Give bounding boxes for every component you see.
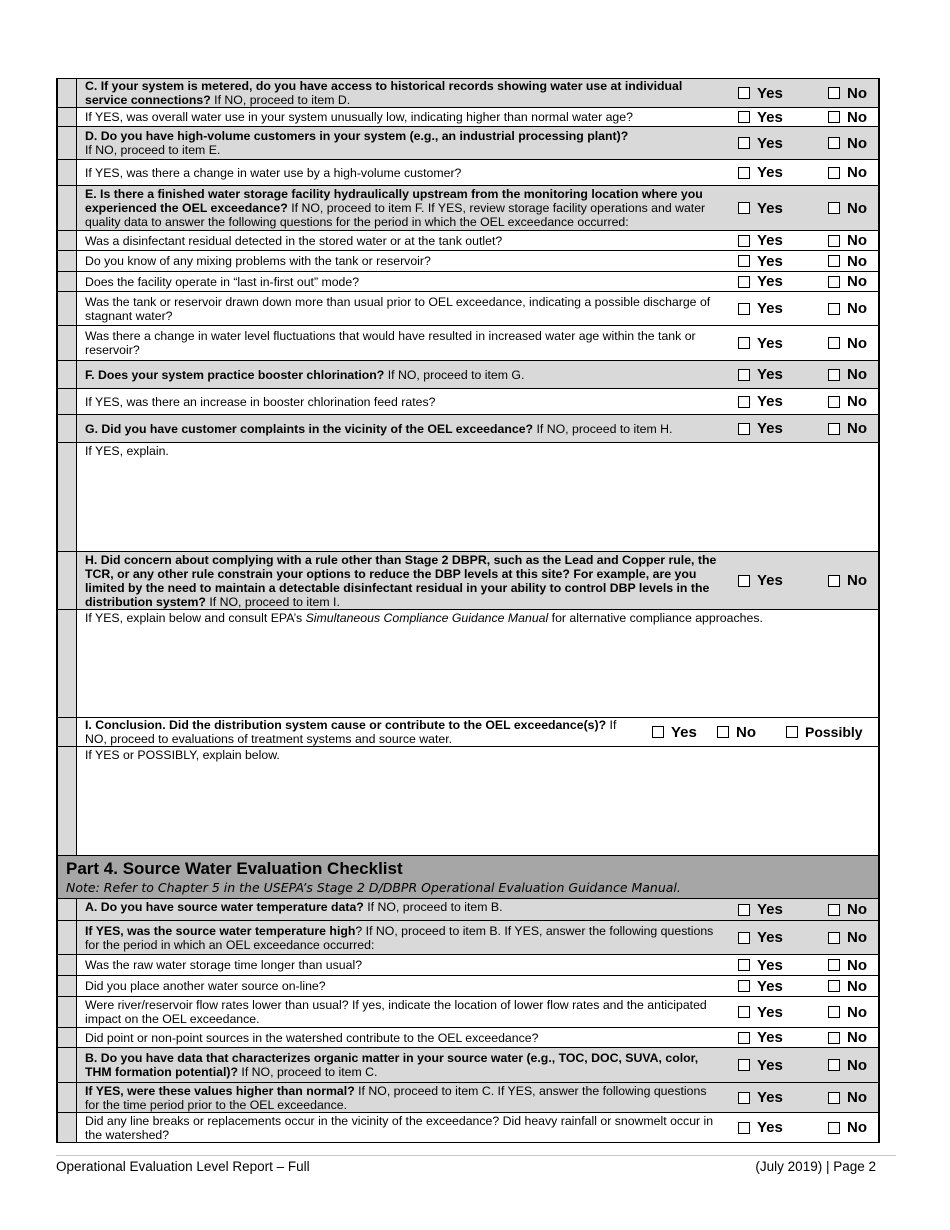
item-i-explain-row: [56, 747, 880, 856]
item-e-q1-no-checkbox[interactable]: No: [828, 232, 867, 249]
part4-item-a-q4-question: Did point or non-point sources in the watershed contribute to the OEL exceedance?: [85, 1030, 539, 1045]
part4-item-a-followup-question: If YES, was the source water temperature high? If NO, proceed to item B. If YES, answer the following questions for the period in which an OEL exceedance occurred:: [85, 923, 714, 952]
part4-item-a-q3-no-checkbox[interactable]: No: [828, 1004, 867, 1021]
item-d-no-checkbox[interactable]: No: [828, 135, 867, 152]
item-e-yes-checkbox[interactable]: Yes: [738, 200, 783, 217]
part4-item-a-q2-no-checkbox[interactable]: No: [828, 978, 867, 995]
item-f-row: [56, 361, 880, 389]
item-d-yes-checkbox[interactable]: Yes: [738, 135, 783, 152]
item-e-question: E. Is there a finished water storage facility hydraulically upstream from the monitoring location where you experienced the OEL exceedance? If NO, proceed to item F. If YES, review storage facility operations and water quality data to answer the following questions for the period in which the OEL exceedance occurred:: [85, 187, 706, 229]
item-e-q4-yes-checkbox[interactable]: Yes: [738, 300, 783, 317]
item-d-followup-yes-checkbox[interactable]: Yes: [738, 164, 783, 181]
item-f-followup-question: If YES, was there an increase in booster chlorination feed rates?: [85, 394, 436, 409]
item-f-followup-yes-checkbox[interactable]: Yes: [738, 393, 783, 410]
part4-item-a-yes-checkbox[interactable]: Yes: [738, 901, 783, 918]
part4-item-b-q1-yes-checkbox[interactable]: Yes: [738, 1119, 783, 1136]
item-c-followup-row: [56, 108, 880, 127]
item-e-q4-row: [56, 292, 880, 326]
item-i-possibly-checkbox[interactable]: Possibly: [786, 724, 863, 740]
item-e-row: [56, 186, 880, 231]
part4-item-b-followup-question: If YES, were these values higher than normal? If NO, proceed to item C. If YES, answer the following questions for the time period prior to the OEL exceedance.: [85, 1083, 707, 1112]
item-e-q3-row: [56, 272, 880, 292]
item-d-followup-question: If YES, was there a change in water use by a high-volume customer?: [85, 165, 462, 180]
item-c-yes-checkbox[interactable]: Yes: [738, 85, 783, 102]
item-d-question: D. Do you have high-volume customers in your system (e.g., an industrial processing plant)? If NO, proceed to item E.: [85, 129, 629, 157]
part4-item-a-q2-yes-checkbox[interactable]: Yes: [738, 978, 783, 995]
part4-item-a-q3-yes-checkbox[interactable]: Yes: [738, 1004, 783, 1021]
item-e-q5-question: Was there a change in water level fluctuations that would have resulted in increased water age within the tank or reservoir?: [85, 329, 696, 357]
item-g-explain-field[interactable]: If YES, explain.: [85, 444, 169, 458]
item-e-q3-no-checkbox[interactable]: No: [828, 273, 867, 290]
item-c-followup-yes-checkbox[interactable]: Yes: [738, 109, 783, 126]
item-e-q1-yes-checkbox[interactable]: Yes: [738, 232, 783, 249]
item-e-q5-yes-checkbox[interactable]: Yes: [738, 335, 783, 352]
item-g-yes-checkbox[interactable]: Yes: [738, 420, 783, 437]
part4-item-b-no-checkbox[interactable]: No: [828, 1057, 867, 1074]
item-g-row: [56, 415, 880, 443]
item-e-q2-question: Do you know of any mixing problems with the tank or reservoir?: [85, 254, 431, 268]
item-h-yes-checkbox[interactable]: Yes: [738, 572, 783, 589]
item-i-question: I. Conclusion. Did the distribution system cause or contribute to the OEL exceedance(s)? If NO, proceed to evaluations of treatment systems and source water.: [85, 718, 617, 746]
part4-item-a-followup-yes-checkbox[interactable]: Yes: [738, 929, 783, 946]
part4-item-a-q3-row: [56, 997, 880, 1028]
item-f-question: F. Does your system practice booster chlorination? If NO, proceed to item G.: [85, 367, 525, 382]
part4-item-a-q1-no-checkbox[interactable]: No: [828, 957, 867, 974]
item-c-row: [56, 79, 880, 108]
item-e-q2-no-checkbox[interactable]: No: [828, 253, 867, 270]
footer-page-number: (July 2019) | Page 2: [755, 1159, 876, 1174]
item-f-followup-row: [56, 389, 880, 415]
item-f-followup-no-checkbox[interactable]: No: [828, 393, 867, 410]
part4-title: Part 4. Source Water Evaluation Checklist: [66, 859, 403, 878]
item-d-followup-row: [56, 160, 880, 186]
footer-title: Operational Evaluation Level Report – Full: [56, 1159, 310, 1174]
part4-item-a-followup-no-checkbox[interactable]: No: [828, 929, 867, 946]
item-e-q3-yes-checkbox[interactable]: Yes: [738, 273, 783, 290]
part4-header: [56, 856, 880, 899]
item-f-no-checkbox[interactable]: No: [828, 366, 867, 383]
item-e-q5-no-checkbox[interactable]: No: [828, 335, 867, 352]
part4-item-a-q4-yes-checkbox[interactable]: Yes: [738, 1029, 783, 1046]
item-e-q3-question: Does the facility operate in “last in-first out” mode?: [85, 274, 360, 289]
part4-item-b-followup-row: [56, 1083, 880, 1113]
item-g-explain-row: [56, 443, 880, 552]
page-footer: [56, 1155, 896, 1174]
item-e-q1-row: [56, 231, 880, 251]
item-h-question: H. Did concern about complying with a rule other than Stage 2 DBPR, such as the Lead and Copper rule, the TCR, or any other rule constrain your options to reduce the DBP levels at this site? For example, are you limited by the need to maintain a detectable disinfectant residual in your ability to control DBP levels in the distribution system? If NO, proceed to item I.: [85, 552, 717, 609]
item-e-q2-row: [56, 251, 880, 272]
item-h-explain-field[interactable]: If YES, explain below and consult EPA’s Simultaneous Compliance Guidance Manual for alternative compliance approaches.: [85, 611, 763, 625]
item-h-row: [56, 552, 880, 610]
item-g-no-checkbox[interactable]: No: [828, 420, 867, 437]
item-c-followup-question: If YES, was overall water use in your system unusually low, indicating higher than normal water age?: [85, 110, 633, 124]
part4-item-a-q1-question: Was the raw water storage time longer than usual?: [85, 958, 363, 972]
part4-item-b-q1-row: [56, 1113, 880, 1143]
item-e-no-checkbox[interactable]: No: [828, 200, 867, 217]
part4-item-b-yes-checkbox[interactable]: Yes: [738, 1057, 783, 1074]
item-e-q4-no-checkbox[interactable]: No: [828, 300, 867, 317]
item-h-explain-row: [56, 610, 880, 718]
item-e-q1-question: Was a disinfectant residual detected in the stored water or at the tank outlet?: [85, 233, 503, 248]
item-c-question: C. If your system is metered, do you have access to historical records showing water use at individual service connections? If NO, proceed to item D.: [85, 79, 683, 107]
item-f-yes-checkbox[interactable]: Yes: [738, 366, 783, 383]
part4-item-b-followup-yes-checkbox[interactable]: Yes: [738, 1089, 783, 1106]
part4-item-a-followup-row: [56, 921, 880, 955]
item-c-followup-no-checkbox[interactable]: No: [828, 109, 867, 126]
item-g-question: G. Did you have customer complaints in the vicinity of the OEL exceedance? If NO, proceed to item H.: [85, 421, 673, 436]
part4-item-a-q1-row: [56, 955, 880, 976]
item-d-followup-no-checkbox[interactable]: No: [828, 164, 867, 181]
part4-item-a-q2-question: Did you place another water source on-line?: [85, 979, 326, 993]
part4-item-a-no-checkbox[interactable]: No: [828, 901, 867, 918]
part4-item-b-row: [56, 1048, 880, 1083]
part4-item-a-q1-yes-checkbox[interactable]: Yes: [738, 957, 783, 974]
part4-item-a-q4-row: [56, 1028, 880, 1048]
part4-item-b-q1-no-checkbox[interactable]: No: [828, 1119, 867, 1136]
part4-note: Note: Refer to Chapter 5 in the USEPA’s Stage 2 D/DBPR Operational Evaluation Guidance Manual.: [66, 880, 681, 895]
item-i-no-checkbox[interactable]: No: [717, 724, 756, 741]
item-h-no-checkbox[interactable]: No: [828, 572, 867, 589]
part4-item-a-question: A. Do you have source water temperature data? If NO, proceed to item B.: [85, 900, 503, 914]
item-i-yes-checkbox[interactable]: Yes: [652, 724, 697, 741]
part4-item-a-q2-row: [56, 976, 880, 997]
item-i-row: [56, 718, 880, 747]
part4-item-b-followup-no-checkbox[interactable]: No: [828, 1089, 867, 1106]
part4-item-a-q4-no-checkbox[interactable]: No: [828, 1029, 867, 1046]
item-d-row: [56, 127, 880, 160]
part4-item-a-q3-question: Were river/reservoir flow rates lower than usual? If yes, indicate the location of lower flow rates and the anticipated impact on the OEL exceedance.: [85, 998, 707, 1026]
item-e-q2-yes-checkbox[interactable]: Yes: [738, 253, 783, 270]
item-i-explain-field[interactable]: If YES or POSSIBLY, explain below.: [85, 748, 280, 762]
part4-item-a-row: [56, 899, 880, 921]
item-e-q4-question: Was the tank or reservoir drawn down more than usual prior to OEL exceedance, indicating a possible discharge of stagnant water?: [85, 294, 711, 323]
part4-item-b-question: B. Do you have data that characterizes organic matter in your source water (e.g., TOC, DOC, SUVA, color, THM formation potential)? If NO, proceed to item C.: [85, 1051, 699, 1079]
part4-item-b-q1-question: Did any line breaks or replacements occur in the vicinity of the exceedance? Did heavy rainfall or snowmelt occur in the watershed?: [85, 1113, 714, 1142]
item-c-no-checkbox[interactable]: No: [828, 85, 867, 102]
checklist-form: [56, 78, 880, 1143]
item-e-q5-row: [56, 326, 880, 361]
